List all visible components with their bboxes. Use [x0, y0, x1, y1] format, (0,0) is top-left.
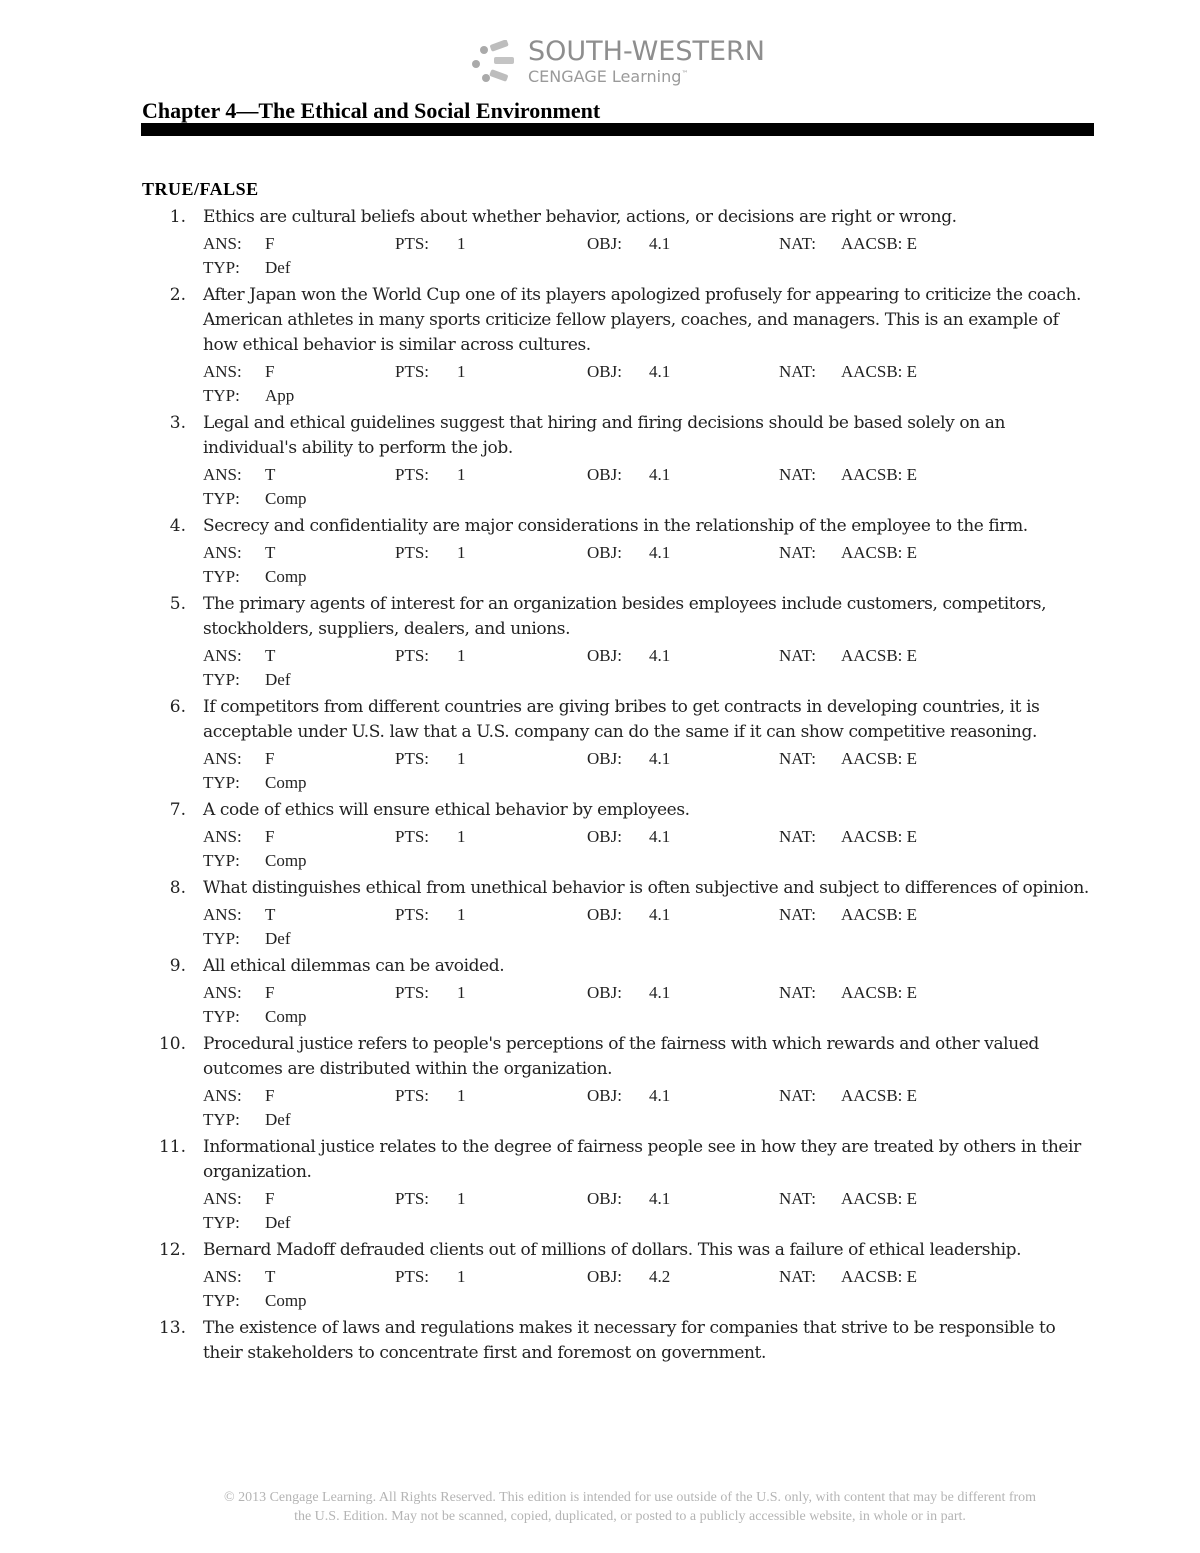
answer-meta-row: [203, 981, 1091, 1005]
title-rule: [141, 123, 1094, 136]
nat-label: NAT:: [779, 1189, 816, 1208]
typ-label: TYP:: [203, 489, 240, 508]
obj-value: 4.1: [649, 543, 671, 562]
nat-value: AACSB: E: [841, 827, 918, 846]
nat-label: NAT:: [779, 646, 816, 665]
nat-value: AACSB: E: [841, 362, 918, 381]
type-meta-row: [203, 1005, 1091, 1029]
typ-value: Def: [265, 1213, 291, 1232]
ans-label: ANS:: [203, 749, 242, 768]
answer-meta-row: [203, 747, 1091, 771]
question-text: The primary agents of interest for an organization besides employees include customers, competitors, stockholders, suppliers, dealers, and unions.: [203, 594, 1047, 639]
question-number: 7.: [169, 800, 186, 820]
nat-value: AACSB: E: [841, 1267, 918, 1286]
nat-label: NAT:: [779, 362, 816, 381]
question-number: 13.: [158, 1318, 186, 1338]
footer-line-1: © 2013 Cengage Learning. All Rights Reserved. This edition is intended for use outside of the U.S. only, with content that may be different from: [223, 1490, 1037, 1505]
pts-label: PTS:: [395, 234, 430, 253]
type-meta-row: [203, 1211, 1091, 1235]
nat-label: NAT:: [779, 905, 816, 924]
pts-label: PTS:: [395, 1189, 430, 1208]
question-item: [0, 954, 1200, 1032]
pts-value: 1: [457, 543, 466, 562]
logo-trademark: ™: [681, 69, 689, 78]
answer-meta-row: [203, 541, 1091, 565]
answer-meta-row: [203, 825, 1091, 849]
obj-label: OBJ:: [587, 983, 622, 1002]
ans-label: ANS:: [203, 905, 242, 924]
obj-label: OBJ:: [587, 362, 622, 381]
obj-value: 4.1: [649, 905, 671, 924]
answer-meta-row: [203, 463, 1091, 487]
question-item: [0, 876, 1200, 954]
typ-label: TYP:: [203, 851, 240, 870]
ans-label: ANS:: [203, 646, 242, 665]
question-item: [0, 592, 1200, 695]
question-text: Procedural justice refers to people's perceptions of the fairness with which rewards and other valued outcomes are distributed within the organization.: [203, 1034, 1039, 1079]
ans-label: ANS:: [203, 234, 242, 253]
typ-label: TYP:: [203, 258, 240, 277]
type-meta-row: [203, 771, 1091, 795]
typ-value: Comp: [265, 1291, 307, 1310]
question-number: 11.: [158, 1137, 186, 1157]
typ-value: App: [265, 386, 295, 405]
type-meta-row: [203, 487, 1091, 511]
question-item: [0, 695, 1200, 798]
ans-label: ANS:: [203, 362, 242, 381]
logo-brand-text: SOUTH-WESTERN: [528, 36, 766, 67]
nat-label: NAT:: [779, 749, 816, 768]
ans-value: F: [265, 234, 275, 253]
pts-value: 1: [457, 749, 466, 768]
obj-value: 4.1: [649, 749, 671, 768]
pts-label: PTS:: [395, 1267, 430, 1286]
pts-value: 1: [457, 646, 466, 665]
question-list: [0, 205, 1200, 1366]
typ-label: TYP:: [203, 773, 240, 792]
chapter-title: Chapter 4—The Ethical and Social Environment: [142, 98, 601, 123]
pts-label: PTS:: [395, 646, 430, 665]
type-meta-row: [203, 668, 1091, 692]
publisher-logo: [466, 36, 766, 90]
typ-value: Comp: [265, 489, 307, 508]
obj-label: OBJ:: [587, 1189, 622, 1208]
typ-label: TYP:: [203, 1110, 240, 1129]
pts-value: 1: [457, 827, 466, 846]
typ-value: Comp: [265, 773, 307, 792]
ans-label: ANS:: [203, 543, 242, 562]
nat-label: NAT:: [779, 465, 816, 484]
answer-meta-row: [203, 1265, 1091, 1289]
nat-label: NAT:: [779, 543, 816, 562]
ans-value: F: [265, 827, 275, 846]
obj-value: 4.1: [649, 646, 671, 665]
typ-label: TYP:: [203, 567, 240, 586]
type-meta-row: [203, 1289, 1091, 1313]
question-number: 9.: [169, 956, 186, 976]
type-meta-row: [203, 1108, 1091, 1132]
obj-value: 4.1: [649, 983, 671, 1002]
ans-label: ANS:: [203, 1086, 242, 1105]
pts-value: 1: [457, 983, 466, 1002]
copyright-footer: [160, 1488, 1100, 1526]
question-number: 6.: [169, 697, 186, 717]
type-meta-row: [203, 256, 1091, 280]
ans-label: ANS:: [203, 827, 242, 846]
question-item: [0, 205, 1200, 283]
obj-value: 4.1: [649, 234, 671, 253]
obj-label: OBJ:: [587, 827, 622, 846]
typ-label: TYP:: [203, 1213, 240, 1232]
nat-value: AACSB: E: [841, 465, 918, 484]
typ-value: Comp: [265, 851, 307, 870]
pts-value: 1: [457, 1189, 466, 1208]
typ-value: Def: [265, 670, 291, 689]
type-meta-row: [203, 849, 1091, 873]
question-item: [0, 1316, 1200, 1366]
question-text: A code of ethics will ensure ethical behavior by employees.: [203, 800, 690, 820]
ans-label: ANS:: [203, 1189, 242, 1208]
ans-value: T: [265, 465, 276, 484]
pts-label: PTS:: [395, 362, 430, 381]
question-text: Legal and ethical guidelines suggest that hiring and firing decisions should be based solely on an individual's ability to perform the job.: [203, 413, 1006, 458]
typ-value: Comp: [265, 1007, 307, 1026]
typ-label: TYP:: [203, 670, 240, 689]
nat-value: AACSB: E: [841, 749, 918, 768]
ans-value: F: [265, 1086, 275, 1105]
obj-label: OBJ:: [587, 1086, 622, 1105]
obj-value: 4.1: [649, 465, 671, 484]
obj-value: 4.1: [649, 1189, 671, 1208]
pts-label: PTS:: [395, 1086, 430, 1105]
question-text: If competitors from different countries are giving bribes to get contracts in developing countries, it is acceptable under U.S. law that a U.S. company can do the same if it can show competitive reasoning.: [203, 697, 1040, 742]
question-text: After Japan won the World Cup one of its players apologized profusely for appearing to criticize the coach. American athletes in many sports criticize fellow players, coaches, and managers. This is an example of how ethical behavior is similar across cultures.: [203, 285, 1082, 355]
pts-value: 1: [457, 1267, 466, 1286]
question-number: 1.: [169, 207, 186, 227]
ans-value: F: [265, 362, 275, 381]
footer-line-2: the U.S. Edition. May not be scanned, copied, duplicated, or posted to a publicly accessible website, in whole or in part.: [294, 1509, 966, 1524]
ans-label: ANS:: [203, 465, 242, 484]
pts-label: PTS:: [395, 827, 430, 846]
nat-value: AACSB: E: [841, 905, 918, 924]
typ-label: TYP:: [203, 1291, 240, 1310]
obj-label: OBJ:: [587, 1267, 622, 1286]
question-text: The existence of laws and regulations makes it necessary for companies that strive to be responsible to their stakeholders to concentrate first and foremost on government.: [203, 1318, 1056, 1363]
question-text: Ethics are cultural beliefs about whether behavior, actions, or decisions are right or wrong.: [203, 207, 957, 227]
obj-label: OBJ:: [587, 543, 622, 562]
question-item: [0, 1032, 1200, 1135]
nat-label: NAT:: [779, 983, 816, 1002]
question-text: Bernard Madoff defrauded clients out of millions of dollars. This was a failure of ethical leadership.: [203, 1240, 1022, 1260]
nat-value: AACSB: E: [841, 543, 918, 562]
type-meta-row: [203, 565, 1091, 589]
pts-value: 1: [457, 1086, 466, 1105]
obj-value: 4.1: [649, 1086, 671, 1105]
typ-label: TYP:: [203, 929, 240, 948]
question-item: [0, 283, 1200, 411]
question-number: 10.: [158, 1034, 186, 1054]
typ-label: TYP:: [203, 386, 240, 405]
pts-label: PTS:: [395, 983, 430, 1002]
typ-value: Def: [265, 258, 291, 277]
answer-meta-row: [203, 232, 1091, 256]
ans-value: F: [265, 749, 275, 768]
nat-label: NAT:: [779, 1086, 816, 1105]
answer-meta-row: [203, 644, 1091, 668]
obj-value: 4.2: [649, 1267, 671, 1286]
nat-value: AACSB: E: [841, 1189, 918, 1208]
question-number: 2.: [169, 285, 186, 305]
obj-value: 4.1: [649, 827, 671, 846]
pts-value: 1: [457, 905, 466, 924]
question-number: 4.: [169, 516, 186, 536]
pts-label: PTS:: [395, 749, 430, 768]
nat-label: NAT:: [779, 827, 816, 846]
ans-value: T: [265, 543, 276, 562]
ans-value: F: [265, 983, 275, 1002]
question-text: Secrecy and confidentiality are major considerations in the relationship of the employee to the firm.: [203, 516, 1028, 536]
nat-label: NAT:: [779, 1267, 816, 1286]
pts-label: PTS:: [395, 543, 430, 562]
question-item: [0, 798, 1200, 876]
ans-value: T: [265, 646, 276, 665]
answer-meta-row: [203, 360, 1091, 384]
answer-meta-row: [203, 903, 1091, 927]
pts-label: PTS:: [395, 905, 430, 924]
obj-value: 4.1: [649, 362, 671, 381]
logo-sub-label: CENGAGE Learning: [528, 67, 682, 86]
nat-value: AACSB: E: [841, 983, 918, 1002]
question-text: Informational justice relates to the degree of fairness people see in how they are treated by others in their organization.: [203, 1137, 1081, 1182]
nat-label: NAT:: [779, 234, 816, 253]
obj-label: OBJ:: [587, 749, 622, 768]
nat-value: AACSB: E: [841, 234, 918, 253]
pts-label: PTS:: [395, 465, 430, 484]
nat-value: AACSB: E: [841, 1086, 918, 1105]
ans-value: T: [265, 1267, 276, 1286]
pts-value: 1: [457, 234, 466, 253]
typ-value: Def: [265, 1110, 291, 1129]
typ-label: TYP:: [203, 1007, 240, 1026]
question-item: [0, 1135, 1200, 1238]
type-meta-row: [203, 384, 1091, 408]
obj-label: OBJ:: [587, 465, 622, 484]
answer-meta-row: [203, 1187, 1091, 1211]
answer-meta-row: [203, 1084, 1091, 1108]
question-item: [0, 514, 1200, 592]
logo-sub-text: [528, 67, 688, 86]
ans-value: T: [265, 905, 276, 924]
question-item: [0, 411, 1200, 514]
ans-label: ANS:: [203, 983, 242, 1002]
ans-value: F: [265, 1189, 275, 1208]
pts-value: 1: [457, 465, 466, 484]
question-text: All ethical dilemmas can be avoided.: [203, 956, 505, 976]
nat-value: AACSB: E: [841, 646, 918, 665]
question-number: 3.: [169, 413, 186, 433]
obj-label: OBJ:: [587, 646, 622, 665]
cengage-logo-mark-icon: [466, 40, 520, 86]
section-heading: TRUE/FALSE: [142, 179, 259, 199]
question-number: 5.: [169, 594, 186, 614]
question-item: [0, 1238, 1200, 1316]
pts-value: 1: [457, 362, 466, 381]
type-meta-row: [203, 927, 1091, 951]
question-text: What distinguishes ethical from unethical behavior is often subjective and subject to differences of opinion.: [203, 878, 1089, 898]
typ-value: Def: [265, 929, 291, 948]
question-number: 12.: [158, 1240, 186, 1260]
ans-label: ANS:: [203, 1267, 242, 1286]
question-number: 8.: [169, 878, 186, 898]
obj-label: OBJ:: [587, 905, 622, 924]
typ-value: Comp: [265, 567, 307, 586]
obj-label: OBJ:: [587, 234, 622, 253]
